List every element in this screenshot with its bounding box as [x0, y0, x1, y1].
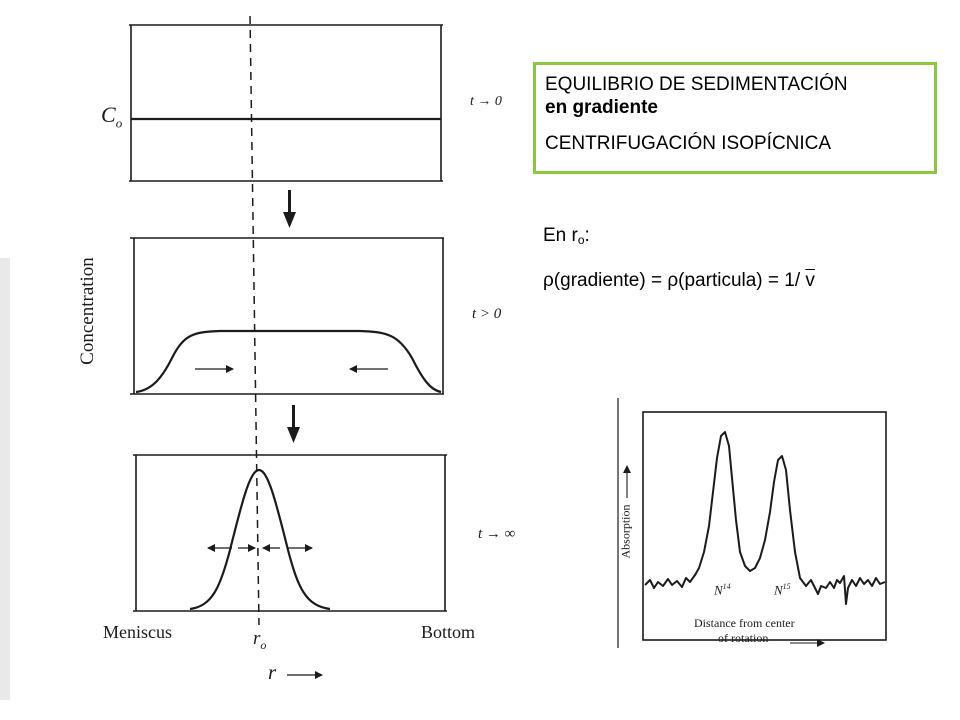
panel-label-t0: t → 0 — [470, 94, 502, 109]
panel-initial — [129, 25, 443, 181]
ro-note — [543, 224, 815, 292]
title-line-1: EQUILIBRIO DE SEDIMENTACIÓN — [545, 74, 848, 95]
ro-dashed-line — [250, 16, 259, 625]
panel-equilibrium — [133, 455, 447, 611]
c0-label: $C_o$ — [101, 102, 123, 131]
partial-specific-volume: $\overline{v}$ — [805, 270, 815, 291]
r-axis-label: r — [268, 660, 277, 684]
plateau-profile — [136, 331, 441, 392]
density-equation: ρ(gradiente) = ρ(particula) = 1/ $\overline{v}$ — [543, 270, 815, 291]
band-peak — [190, 470, 330, 609]
peak-label-n14: $N^{14}$ — [714, 582, 731, 598]
panel-label-tgt0: t > 0 — [472, 306, 502, 322]
absorption-chart — [618, 398, 886, 648]
absorption-axis-label: Absorption — [618, 504, 633, 559]
meniscus-label: Meniscus — [103, 622, 172, 642]
absorption-trace — [645, 432, 885, 604]
panel-intermediate — [130, 238, 444, 394]
ro-heading: En $r_o$: — [543, 225, 590, 247]
title-line-2: en gradiente — [545, 97, 658, 118]
distance-label-line1: Distance from center — [694, 616, 795, 630]
time-arrows — [283, 190, 300, 443]
panel-label-tinf: t → ∞ — [478, 526, 516, 542]
peak-label-n15: $N^{15}$ — [774, 582, 791, 598]
distance-label-line2: of rotation — [718, 631, 769, 645]
title-box — [533, 62, 937, 174]
ro-label: $r_o$ — [253, 628, 267, 652]
arrow-down-icon — [283, 212, 296, 228]
title-line-3: CENTRIFUGACIÓN ISOPÍCNICA — [545, 133, 832, 154]
y-axis-label: Concentration — [77, 257, 98, 365]
bottom-label: Bottom — [421, 622, 476, 642]
scan-edge — [0, 258, 10, 700]
arrow-down-icon — [287, 427, 300, 443]
